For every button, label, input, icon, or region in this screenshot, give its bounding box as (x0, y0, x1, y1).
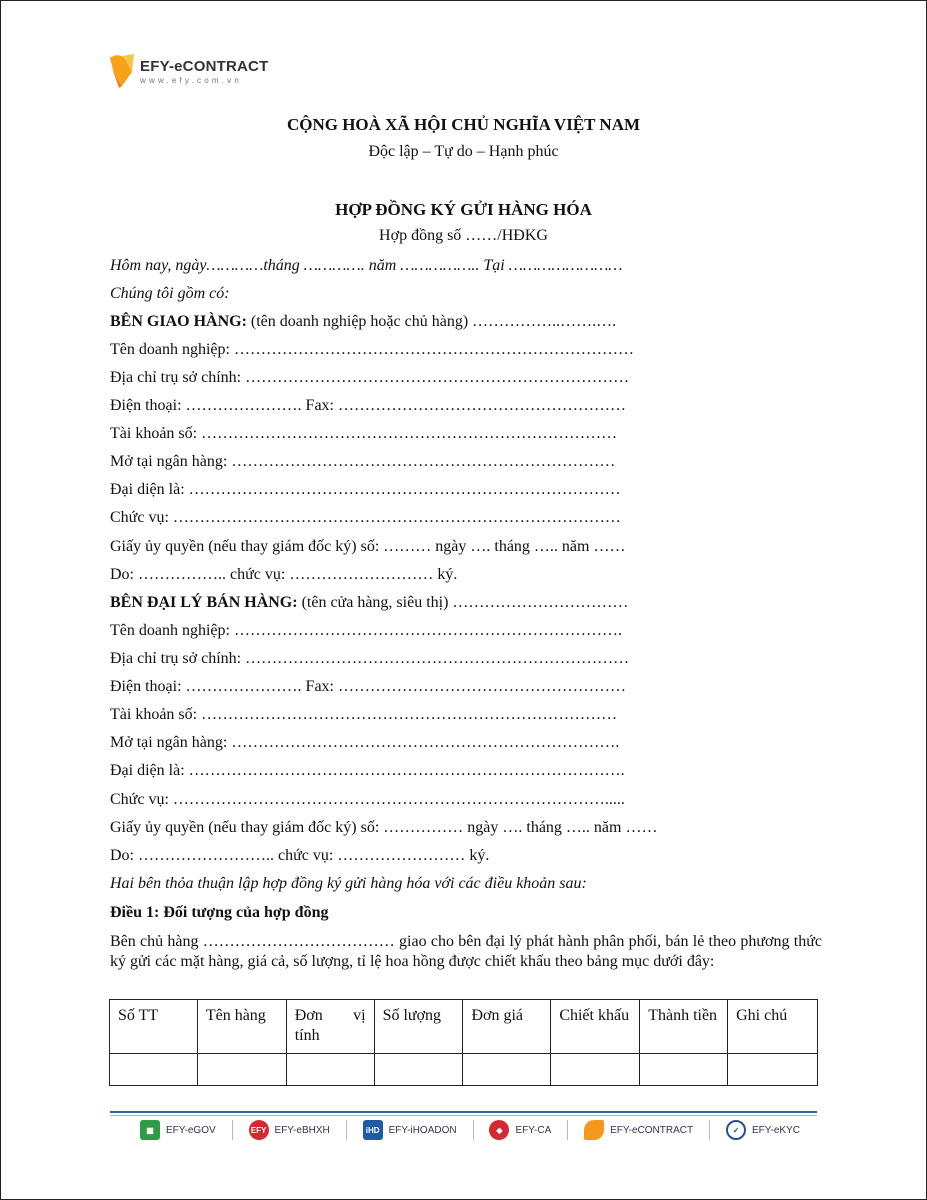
footer-label: EFY-eCONTRACT (610, 1124, 694, 1136)
col-header-note: Ghi chú (728, 1000, 818, 1054)
footer-divider (346, 1120, 347, 1140)
party-b-heading: BÊN ĐẠI LÝ BÁN HÀNG: (110, 594, 298, 611)
col-header-name: Tên hàng (197, 1000, 286, 1054)
party-b-position: Chức vụ: ………………………………………………………………………..... (110, 791, 625, 808)
table-cell (728, 1054, 818, 1086)
party-a-phone-fax: Điện thoại: …………………. Fax: ……………………………………………… (110, 397, 626, 414)
party-b-heading-line (110, 593, 628, 613)
col-header-quantity: Số lượng (374, 1000, 463, 1054)
party-a-by: Do: …………….. chức vụ: ……………………… ký. (110, 566, 458, 583)
goods-table-header-row (110, 1000, 818, 1054)
party-b-address: Địa chỉ trụ sở chính: ……………………………………………………………… (110, 650, 630, 667)
col-header-unit: Đơn vị tính (286, 1000, 374, 1054)
footer-rule-thin (110, 1115, 817, 1116)
article-1-heading: Điều 1: Đối tượng của hợp đồng (110, 904, 329, 921)
government-building-icon: ▦ (140, 1120, 160, 1140)
party-a-representative: Đại diện là: ……………………………………………………………………… (110, 481, 621, 498)
efy-circle-icon: EFY (249, 1120, 269, 1140)
date-line: Hôm nay, ngày…………tháng …………. năm …………….. Tại …………………… (110, 257, 623, 274)
party-a-position: Chức vụ: ………………………………………………………………………… (110, 509, 621, 526)
party-b-account: Tài khoản số: …………………………………………………………………… (110, 706, 618, 723)
footer-item-ekyc (726, 1120, 800, 1140)
party-b-representative: Đại diện là: ………………………………………………………………………. (110, 762, 625, 779)
motto: Độc lập – Tự do – Hạnh phúc (368, 143, 559, 160)
footer-item-ihoadon (363, 1120, 457, 1140)
footer-label: EFY-CA (515, 1124, 552, 1136)
footer-item-ebhxh (249, 1120, 330, 1140)
footer-item-econtract (584, 1120, 693, 1140)
table-cell (374, 1054, 463, 1086)
party-a-authorization: Giấy ủy quyền (nếu thay giám đốc ký) số: ……… ngày …. tháng ….. năm …… (110, 538, 626, 555)
footer-divider (232, 1120, 233, 1140)
party-a-account: Tài khoản số: …………………………………………………………………… (110, 425, 618, 442)
table-row (110, 1054, 818, 1086)
goods-table (109, 999, 818, 1086)
col-header-amount: Thành tiền (640, 1000, 728, 1054)
table-cell (110, 1054, 198, 1086)
footer-label: EFY-iHOADON (388, 1124, 457, 1136)
footer-divider (567, 1120, 568, 1140)
pen-icon (584, 1120, 604, 1140)
party-a-address: Địa chỉ trụ sở chính: ……………………………………………………………… (110, 369, 630, 386)
agreement-line: Hai bên thỏa thuận lập hợp đồng ký gửi hàng hóa với các điều khoản sau: (110, 875, 587, 892)
col-header-price: Đơn giá (463, 1000, 551, 1054)
party-b-by: Do: …………………….. chức vụ: …………………… ký. (110, 847, 490, 864)
contract-title: HỢP ĐỒNG KÝ GỬI HÀNG HÓA (335, 200, 592, 219)
party-b-phone-fax: Điện thoại: …………………. Fax: ……………………………………………… (110, 678, 626, 695)
footer-item-ca (489, 1120, 551, 1140)
invoice-icon: iHD (363, 1120, 383, 1140)
table-cell (463, 1054, 551, 1086)
footer-label: EFY-eKYC (751, 1124, 800, 1136)
col-header-discount: Chiết khấu (551, 1000, 640, 1054)
party-a-heading-note: (tên doanh nghiệp hoặc chủ hàng) ……………..…….…. (246, 313, 617, 330)
col-header-stt: Số TT (110, 1000, 198, 1054)
footer-product-bar (140, 1118, 800, 1142)
parties-intro: Chúng tôi gồm có: (110, 285, 230, 302)
party-b-heading-note: (tên cửa hàng, siêu thị) …………………………… (297, 594, 629, 611)
footer-divider (709, 1120, 710, 1140)
party-b-company: Tên doanh nghiệp: ………………………………………………………………. (110, 622, 622, 639)
country-heading: CỘNG HOÀ XÃ HỘI CHỦ NGHĨA VIỆT NAM (286, 115, 641, 134)
party-b-authorization: Giấy ủy quyền (nếu thay giám đốc ký) số: …………… ngày …. tháng ….. năm …… (110, 819, 658, 836)
efy-econtract-logo (108, 52, 268, 90)
table-cell (197, 1054, 286, 1086)
brand-name: EFY-eCONTRACT (140, 58, 269, 75)
table-cell (551, 1054, 640, 1086)
party-b-bank: Mở tại ngân hàng: ………………………………………………………………. (110, 734, 620, 751)
footer-item-egov (140, 1120, 216, 1140)
certificate-icon: ◆ (489, 1120, 509, 1140)
footer-label: EFY-eGOV (166, 1124, 216, 1136)
table-cell (286, 1054, 374, 1086)
checkmark-icon: ✓ (726, 1120, 746, 1140)
footer-label: EFY-eBHXH (274, 1124, 330, 1136)
party-a-company: Tên doanh nghiệp: ………………………………………………………………… (110, 341, 634, 358)
brand-url: www.efy.com.vn (140, 76, 242, 85)
table-cell (640, 1054, 728, 1086)
footer-divider (473, 1120, 474, 1140)
pen-logo-icon (108, 52, 136, 90)
footer-rule (110, 1111, 817, 1113)
party-a-heading-line (110, 312, 616, 332)
article-1-body: Bên chủ hàng ……………………………… giao cho bên đại lý phát hành phân phối, bán lẻ theo phương thức ký gửi các mặt hàng, giá cả, số lượng, tỉ lệ hoa hồng được chiết khấu theo bảng mục dưới đây: (110, 933, 822, 970)
party-a-heading: BÊN GIAO HÀNG: (110, 313, 247, 330)
party-a-bank: Mở tại ngân hàng: ……………………………………………………………… (110, 453, 616, 470)
contract-number: Hợp đồng số ……/HĐKG (379, 227, 548, 244)
